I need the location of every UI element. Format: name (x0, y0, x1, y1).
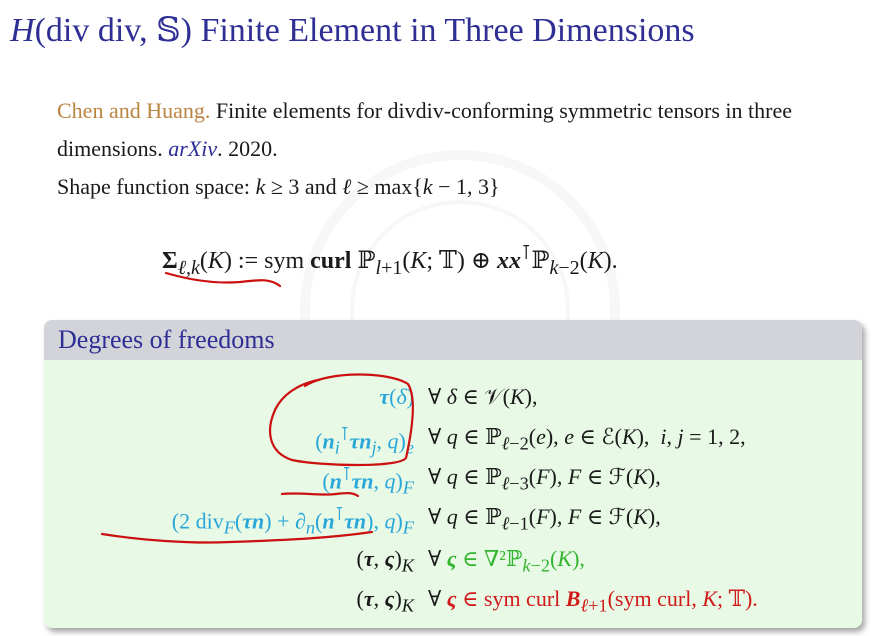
reference (57, 92, 857, 168)
dof-lhs: (τ, $\varsigma)_K$ (356, 586, 414, 616)
dof-lhs: ($n_i^⊺\tau n_j$, $q)_e$ (315, 424, 414, 458)
dof-block (44, 320, 862, 628)
reference-text: Finite elements for divdiv-conforming symmetric tensors in three dimensions. (57, 98, 793, 161)
dof-row (44, 424, 862, 460)
dof-lhs: τ(δ) (379, 384, 414, 409)
dof-row (44, 504, 862, 540)
dof-lhs: (n⊺τn, $q)_F$ (322, 464, 414, 498)
dof-rhs: ∀ ς ∈ sym curl $B_{\ell+1}(sym$ curl, K; 𝕋). (428, 586, 758, 616)
reference-authors: Chen and Huang. (57, 98, 211, 123)
reference-venue: arXiv (168, 136, 218, 161)
dof-row (44, 384, 862, 420)
dof-rhs: ∀ q ∈ ℙ$_{\ell-3}$(F), F ∈ ℱ(K), (428, 464, 661, 494)
shape-function-line: Shape function space: k ≥ 3 and ℓ ≥ max{k − 1, 3} (57, 174, 500, 199)
dof-heading: Degrees of freedoms (44, 320, 862, 360)
shape-space-formula: $\Sigma_{\ell,k}(K)$ := sym curl ℙ$_{l+1}$(K; 𝕋) ⊕ xx⊺ℙ$_{k-2}$(K). (162, 242, 618, 279)
dof-row (44, 464, 862, 500)
dof-rhs: ∀ q ∈ ℙ$_{\ell-2}$(e), e ∈ ℰ(K), i, j = 1, 2, (428, 424, 746, 454)
dof-row (44, 586, 862, 622)
dof-rhs: ∀ q ∈ ℙ$_{\ell-1}$(F), F ∈ ℱ(K), (428, 504, 661, 534)
dof-lhs: (2 $div_F(\tau n) + \partial_n(n^⊺\tau n)$, $q)_F$ (171, 504, 414, 538)
dof-rhs: ∀ ς ∈ ∇²ℙ$_{k-2}$(K), (428, 546, 585, 576)
dof-rhs: ∀ δ ∈ 𝒱(K), (428, 384, 538, 409)
dof-lhs: (τ, $\varsigma)_K$ (356, 546, 414, 576)
reference-year: . 2020. (217, 136, 278, 161)
slide-title (10, 10, 695, 50)
dof-row (44, 546, 862, 582)
title-text: H(div div, 𝕊) Finite Element in Three Dimensions (10, 12, 695, 49)
